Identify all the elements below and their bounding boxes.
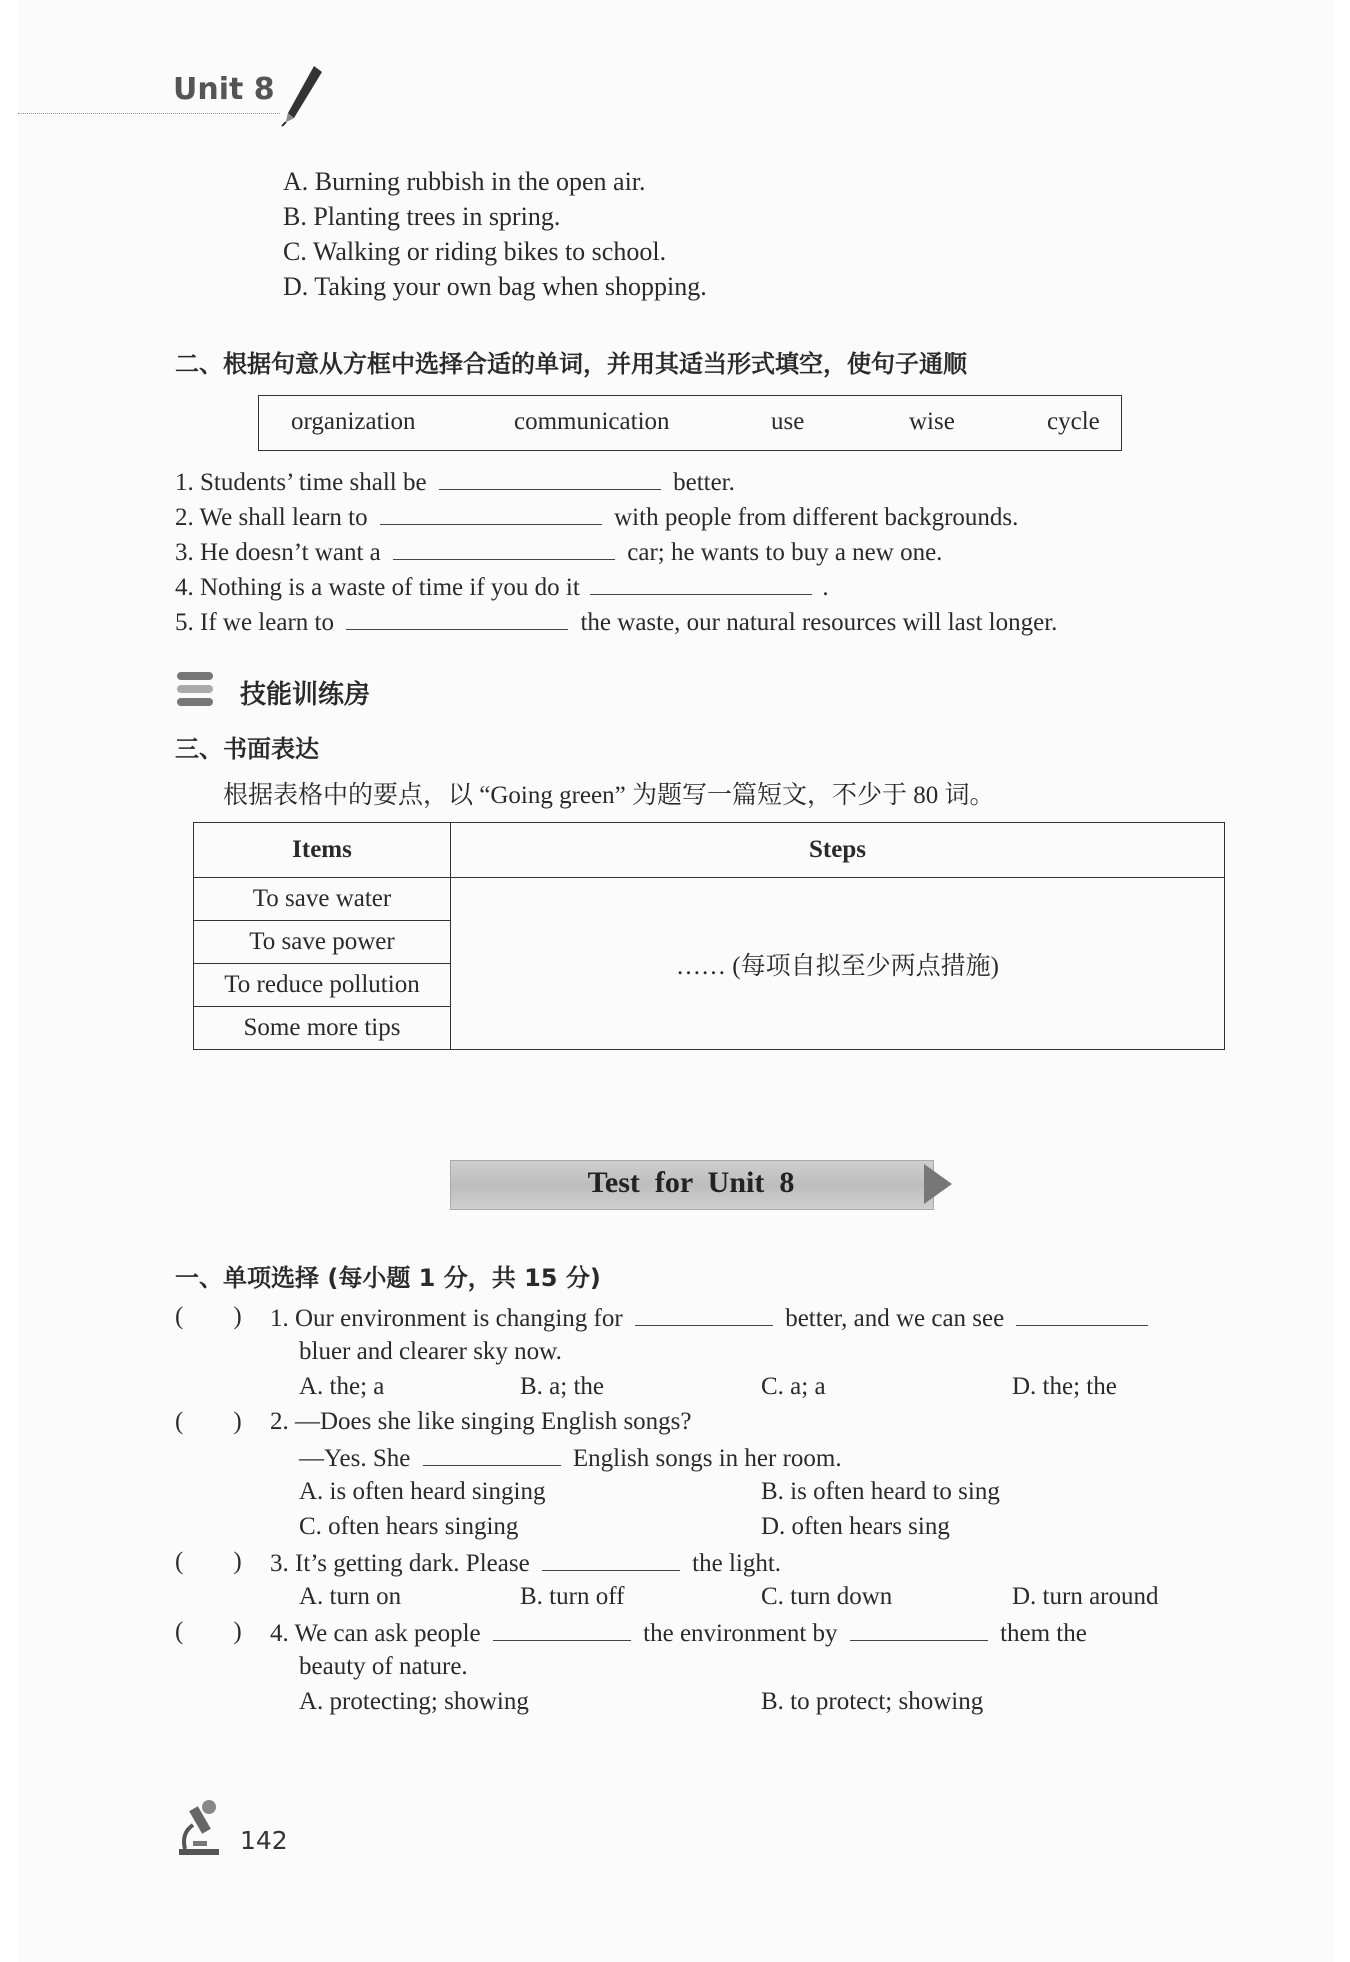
unit-header: Unit 8 (173, 72, 275, 107)
answer-paren[interactable]: ( ) (175, 1548, 242, 1575)
answer-paren[interactable]: ( ) (175, 1303, 242, 1330)
answer-blank[interactable] (635, 1303, 773, 1326)
q2-option: D. often hears sing (761, 1513, 950, 1540)
skills-title: 技能训练房 (240, 680, 371, 710)
q3-option: B. turn off (520, 1583, 625, 1610)
test-banner-title: Test for Unit 8 (587, 1166, 795, 1199)
section3-instruction: 根据表格中的要点，以 “Going green” 为题写一篇短文，不少于 80 词。 (223, 782, 995, 809)
q4-option: B. to protect; showing (761, 1688, 984, 1715)
answer-blank[interactable] (380, 502, 602, 525)
fill-item-1: 1. Students’ time shall be better. (175, 469, 735, 496)
table-header-items: Items (194, 823, 451, 878)
word-box-item: communication (514, 408, 670, 435)
fill-item-2: 2. We shall learn to with people from different backgrounds. (175, 504, 1019, 531)
table-row-item: To reduce pollution (194, 964, 451, 1007)
skills-icon (175, 668, 217, 710)
q2-option: B. is often heard to sing (761, 1478, 1000, 1505)
q1-option: D. the; the (1012, 1373, 1117, 1400)
test-section1-title: 一、单项选择 (每小题 1 分，共 15 分) (175, 1264, 601, 1292)
option-c: C. Walking or riding bikes to school. (283, 237, 667, 266)
q2-option: C. often hears singing (299, 1513, 519, 1540)
microscope-icon (175, 1797, 223, 1857)
section2-title: 二、根据句意从方框中选择合适的单词，并用其适当形式填空，使句子通顺 (175, 350, 967, 378)
q4-stem-cont: beauty of nature. (299, 1653, 468, 1680)
banner-arrow-icon (920, 1160, 956, 1208)
q4-stem: 4. We can ask people the environment by them the (270, 1620, 1087, 1647)
option-b: B. Planting trees in spring. (283, 202, 561, 231)
answer-blank[interactable] (850, 1618, 988, 1641)
fill-item-5: 5. If we learn to the waste, our natural resources will last longer. (175, 609, 1058, 636)
word-box-item: cycle (1047, 408, 1100, 435)
table-row-item: To save water (194, 878, 451, 921)
word-box-item: organization (291, 408, 416, 435)
answer-blank[interactable] (423, 1443, 561, 1466)
pen-icon (280, 62, 326, 128)
q3-stem: 3. It’s getting dark. Please the light. (270, 1550, 782, 1577)
answer-paren[interactable]: ( ) (175, 1408, 242, 1435)
word-box-item: use (771, 408, 805, 435)
table-row-item: To save power (194, 921, 451, 964)
header-rule (18, 113, 280, 114)
word-box-item: wise (909, 408, 955, 435)
answer-blank[interactable] (439, 467, 661, 490)
q1-stem-cont: bluer and clearer sky now. (299, 1338, 562, 1365)
steps-cell[interactable]: …… (每项自拟至少两点措施) (451, 878, 1225, 1050)
table-header-steps: Steps (451, 823, 1225, 878)
section3-title: 三、书面表达 (175, 735, 319, 763)
answer-blank[interactable] (590, 572, 812, 595)
q2-stem: 2. —Does she like singing English songs? (270, 1408, 692, 1435)
workbook-page (18, 0, 1334, 1962)
q1-option: C. a; a (761, 1373, 826, 1400)
answer-paren[interactable]: ( ) (175, 1618, 242, 1645)
option-d: D. Taking your own bag when shopping. (283, 272, 707, 301)
fill-item-4: 4. Nothing is a waste of time if you do it . (175, 574, 829, 601)
option-a: A. Burning rubbish in the open air. (283, 167, 646, 196)
word-box (258, 395, 1122, 451)
q3-option: C. turn down (761, 1583, 893, 1610)
answer-blank[interactable] (346, 607, 568, 630)
writing-plan-table (193, 822, 1225, 1050)
q4-option: A. protecting; showing (299, 1688, 529, 1715)
answer-blank[interactable] (542, 1548, 680, 1571)
q2-option: A. is often heard singing (299, 1478, 546, 1505)
table-row-item: Some more tips (194, 1007, 451, 1050)
answer-blank[interactable] (493, 1618, 631, 1641)
answer-blank[interactable] (393, 537, 615, 560)
q2-stem-cont: —Yes. She English songs in her room. (299, 1445, 842, 1472)
q3-option: D. turn around (1012, 1583, 1159, 1610)
q3-option: A. turn on (299, 1583, 402, 1610)
page-number: 142 (240, 1826, 288, 1855)
q1-stem: 1. Our environment is changing for better, and we can see (270, 1303, 1148, 1333)
q1-option: B. a; the (520, 1373, 605, 1400)
answer-blank[interactable] (1016, 1303, 1148, 1326)
fill-item-3: 3. He doesn’t want a car; he wants to buy a new one. (175, 539, 943, 566)
q1-option: A. the; a (299, 1373, 385, 1400)
